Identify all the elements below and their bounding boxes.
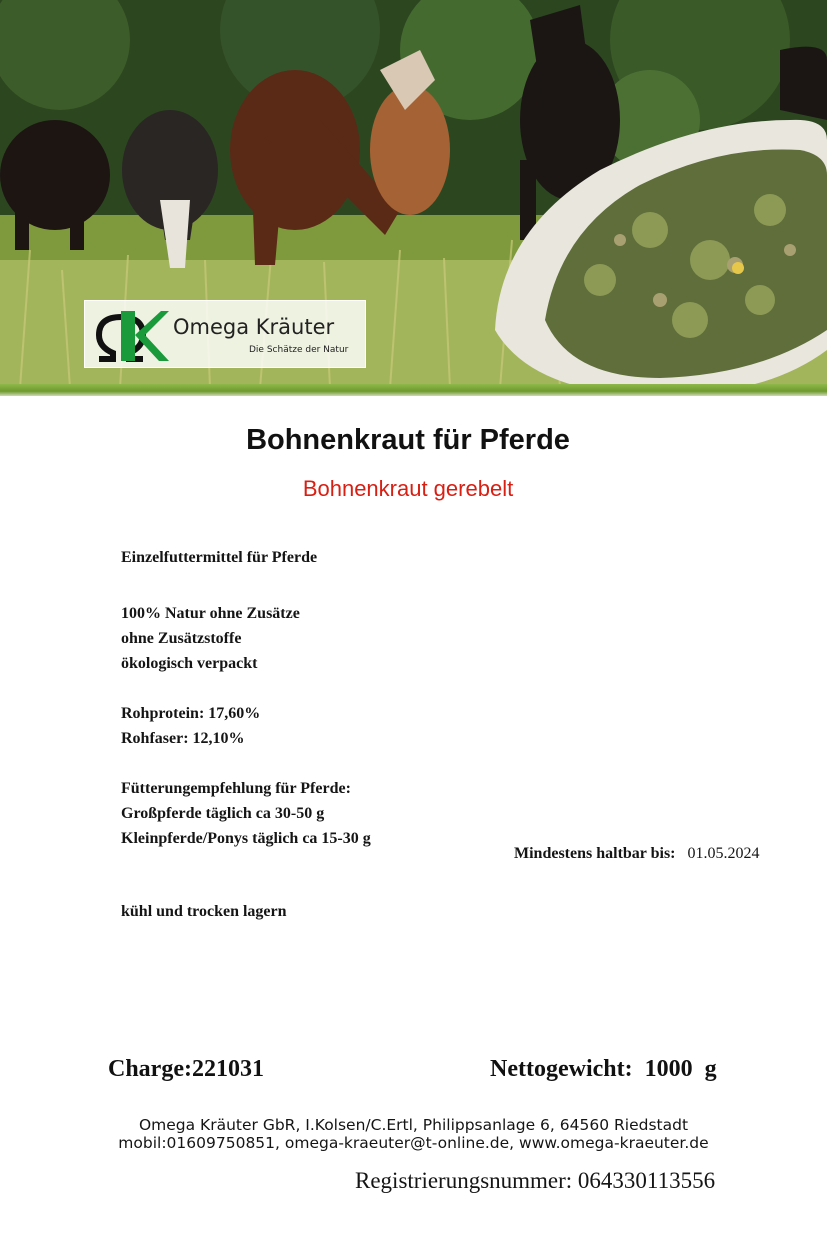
net-weight: Nettogewicht: 1000 g (490, 1056, 717, 1082)
nutrition-protein: Rohprotein: 17,60% (121, 705, 261, 722)
batch-number: Charge:221031 (108, 1056, 264, 1082)
brand-logo (84, 300, 366, 368)
storage-note: kühl und trocken lagern (121, 903, 287, 920)
best-before-label: Mindestens haltbar bis: (514, 845, 676, 862)
brand-name: Omega Kräuter (173, 315, 335, 339)
header-divider-band (0, 384, 827, 396)
omega-k-logo-icon (93, 307, 169, 363)
company-contact: mobil:01609750851, omega-kraeuter@t-online.de, www.omega-kraeuter.de (118, 1134, 709, 1152)
feed-type: Einzelfuttermittel für Pferde (121, 549, 318, 566)
feeding-line: Großpferde täglich ca 30-50 g (121, 805, 325, 822)
product-subtitle: Bohnenkraut gerebelt (302, 476, 514, 501)
feeding-line: Kleinpferde/Ponys täglich ca 15-30 g (121, 830, 371, 847)
company-address: Omega Kräuter GbR, I.Kolsen/C.Ertl, Philippsanlage 6, 64560 Riedstadt (138, 1116, 689, 1134)
feature-line: ohne Zusätzstoffe (121, 630, 242, 647)
feeding-heading: Fütterungempfehlung für Pferde: (121, 780, 351, 797)
product-title: Bohnenkraut für Pferde (246, 424, 570, 456)
registration-number: Registrierungsnummer: 064330113556 (355, 1168, 716, 1193)
brand-tagline: Die Schätze der Natur (249, 345, 349, 355)
feature-line: ökologisch verpackt (121, 655, 258, 672)
best-before (514, 845, 760, 863)
nutrition-fiber: Rohfaser: 12,10% (121, 730, 245, 747)
feature-line: 100% Natur ohne Zusätze (121, 605, 300, 622)
best-before-date: 01.05.2024 (687, 845, 760, 862)
